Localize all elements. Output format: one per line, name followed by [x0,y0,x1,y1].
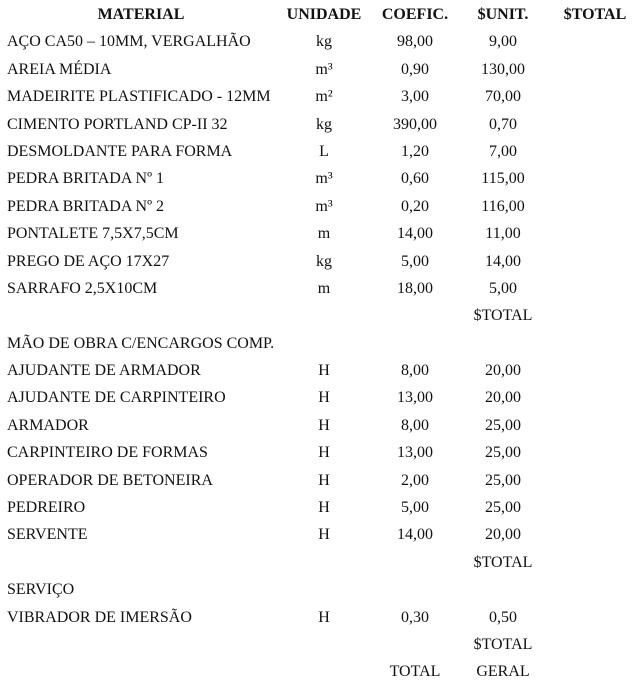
unit-price-cell: 25,00 [485,416,521,434]
table-row [0,521,632,548]
material-cell: SERVIÇO [7,581,75,599]
unidade-cell: kg [316,252,332,270]
unidade-cell: H [318,389,330,407]
column-header-unit-price: $UNIT. [477,6,529,23]
total-cell [542,467,632,494]
table-row [0,658,632,685]
unit-price-cell: 20,00 [485,389,521,407]
coefic-cell: 390,00 [393,115,437,133]
table-row [0,111,632,138]
table-row [0,275,632,302]
unidade-cell: H [318,608,330,626]
coefic-cell: 5,00 [401,252,429,270]
table-row [0,384,632,411]
unit-price-cell: 20,00 [485,526,521,544]
unit-price-cell: $TOTAL [473,307,533,325]
unidade-cell: H [318,471,330,489]
coefic-cell: 2,00 [401,471,429,489]
unit-price-cell: 115,00 [481,170,525,188]
unit-price-cell: 0,70 [489,115,517,133]
total-cell [542,28,632,55]
unit-price-cell [464,576,542,603]
coefic-cell: 0,90 [401,60,429,78]
total-cell [542,631,632,658]
unidade-cell: m³ [315,197,333,215]
table-row [0,467,632,494]
table-row [0,56,632,83]
material-cell: VIBRADOR DE IMERSÃO [7,608,192,626]
total-cell [542,439,632,466]
total-cell [542,494,632,521]
unit-price-cell: 116,00 [481,197,525,215]
table-row [0,330,632,357]
total-cell [542,220,632,247]
coefic-cell: 0,20 [401,197,429,215]
unit-price-cell [464,330,542,357]
material-cell [0,302,282,329]
total-cell [542,83,632,110]
unidade-cell [282,549,366,576]
material-cell: CIMENTO PORTLAND CP-II 32 [7,115,228,133]
coefic-cell: 5,00 [401,499,429,517]
table-row [0,412,632,439]
material-cell [0,549,282,576]
unidade-cell: H [318,362,330,380]
unit-price-cell: 7,00 [489,142,517,160]
material-cell [0,631,282,658]
table-row [0,165,632,192]
material-cell: OPERADOR DE BETONEIRA [7,471,213,489]
table-row [0,220,632,247]
material-cell: PREGO DE AÇO 17X27 [7,252,170,270]
material-cell: AÇO CA50 – 10MM, VERGALHÃO [7,33,251,51]
table-header-row [0,1,632,28]
total-cell [542,357,632,384]
coefic-cell [366,330,464,357]
table-row [0,576,632,603]
unidade-cell: L [319,142,329,160]
unit-price-cell: 20,00 [485,362,521,380]
material-cell: AREIA MÉDIA [7,60,112,78]
total-cell [542,521,632,548]
table-row [0,83,632,110]
unidade-cell: m² [315,88,333,106]
material-cell: MADEIRITE PLASTIFICADO - 12MM [7,88,271,106]
column-header-material: MATERIAL [97,6,185,23]
total-cell [542,248,632,275]
total-cell [542,330,632,357]
table-row [0,439,632,466]
total-cell [542,384,632,411]
material-cell: PONTALETE 7,5X7,5CM [7,225,179,243]
coefic-cell: 8,00 [401,362,429,380]
total-cell [542,111,632,138]
coefic-cell: 13,00 [397,444,433,462]
unit-price-cell: 25,00 [485,499,521,517]
unidade-cell: m³ [315,170,333,188]
unidade-cell [282,658,366,685]
table-row [0,138,632,165]
table-row [0,357,632,384]
table-body [0,28,632,685]
unidade-cell: H [318,526,330,544]
unidade-cell: kg [316,115,332,133]
material-cell: ARMADOR [7,416,89,434]
coefic-cell [366,631,464,658]
unit-price-cell: 14,00 [485,252,521,270]
coefic-cell [366,576,464,603]
unit-price-cell: 70,00 [485,88,521,106]
material-cell: PEDRA BRITADA Nº 2 [7,197,165,215]
coefic-cell: 0,30 [401,608,429,626]
unit-price-cell: $TOTAL [473,553,533,571]
total-cell [542,302,632,329]
material-cell: MÃO DE OBRA C/ENCARGOS COMP. [7,334,275,352]
unidade-cell: m³ [315,60,333,78]
column-header-unidade: UNIDADE [286,6,362,23]
total-cell [542,275,632,302]
unidade-cell: H [318,444,330,462]
unit-price-cell: 9,00 [489,33,517,51]
coefic-cell [366,302,464,329]
unidade-cell: kg [316,33,332,51]
coefic-cell: 18,00 [397,279,433,297]
unit-price-cell: 11,00 [485,225,521,243]
coefic-cell: TOTAL [389,663,441,681]
material-cell: CARPINTEIRO DE FORMAS [7,444,208,462]
table-row [0,248,632,275]
material-cell: AJUDANTE DE ARMADOR [7,362,201,380]
coefic-cell [366,549,464,576]
coefic-cell: 14,00 [397,225,433,243]
table-row [0,604,632,631]
column-header-total: $TOTAL [563,6,627,23]
coefic-cell: 0,60 [401,170,429,188]
unit-price-cell: 25,00 [485,471,521,489]
total-cell [542,165,632,192]
table-row [0,28,632,55]
unidade-cell [282,330,366,357]
coefic-cell: 13,00 [397,389,433,407]
table-row [0,549,632,576]
total-cell [542,193,632,220]
unidade-cell: H [318,499,330,517]
unit-price-cell: 25,00 [485,444,521,462]
total-cell [542,412,632,439]
coefic-cell: 8,00 [401,416,429,434]
table-row [0,631,632,658]
material-cell [0,658,282,685]
total-cell [542,658,632,685]
unidade-cell: m [317,225,331,243]
material-cell: PEDREIRO [7,499,86,517]
total-cell [542,138,632,165]
material-cell: PEDRA BRITADA Nº 1 [7,170,165,188]
total-cell [542,56,632,83]
total-cell [542,549,632,576]
coefic-cell: 1,20 [401,142,429,160]
unidade-cell [282,576,366,603]
column-header-coefic: COEFIC. [381,6,449,23]
unidade-cell [282,302,366,329]
table-row [0,494,632,521]
coefic-cell: 14,00 [397,526,433,544]
unidade-cell [282,631,366,658]
total-cell [542,604,632,631]
total-cell [542,576,632,603]
material-cell: DESMOLDANTE PARA FORMA [7,142,233,160]
coefic-cell: 3,00 [401,88,429,106]
unit-price-cell: 0,50 [489,608,517,626]
unidade-cell: m [317,279,331,297]
material-cell: AJUDANTE DE CARPINTEIRO [7,389,226,407]
material-cell: SARRAFO 2,5X10CM [7,279,158,297]
unit-price-cell: GERAL [476,663,530,681]
table-row [0,302,632,329]
unidade-cell: H [318,416,330,434]
unit-price-cell: 5,00 [489,279,517,297]
coefic-cell: 98,00 [397,33,433,51]
table-row [0,193,632,220]
material-cell: SERVENTE [7,526,88,544]
unit-price-cell: 130,00 [481,60,525,78]
unit-price-cell: $TOTAL [473,635,533,653]
